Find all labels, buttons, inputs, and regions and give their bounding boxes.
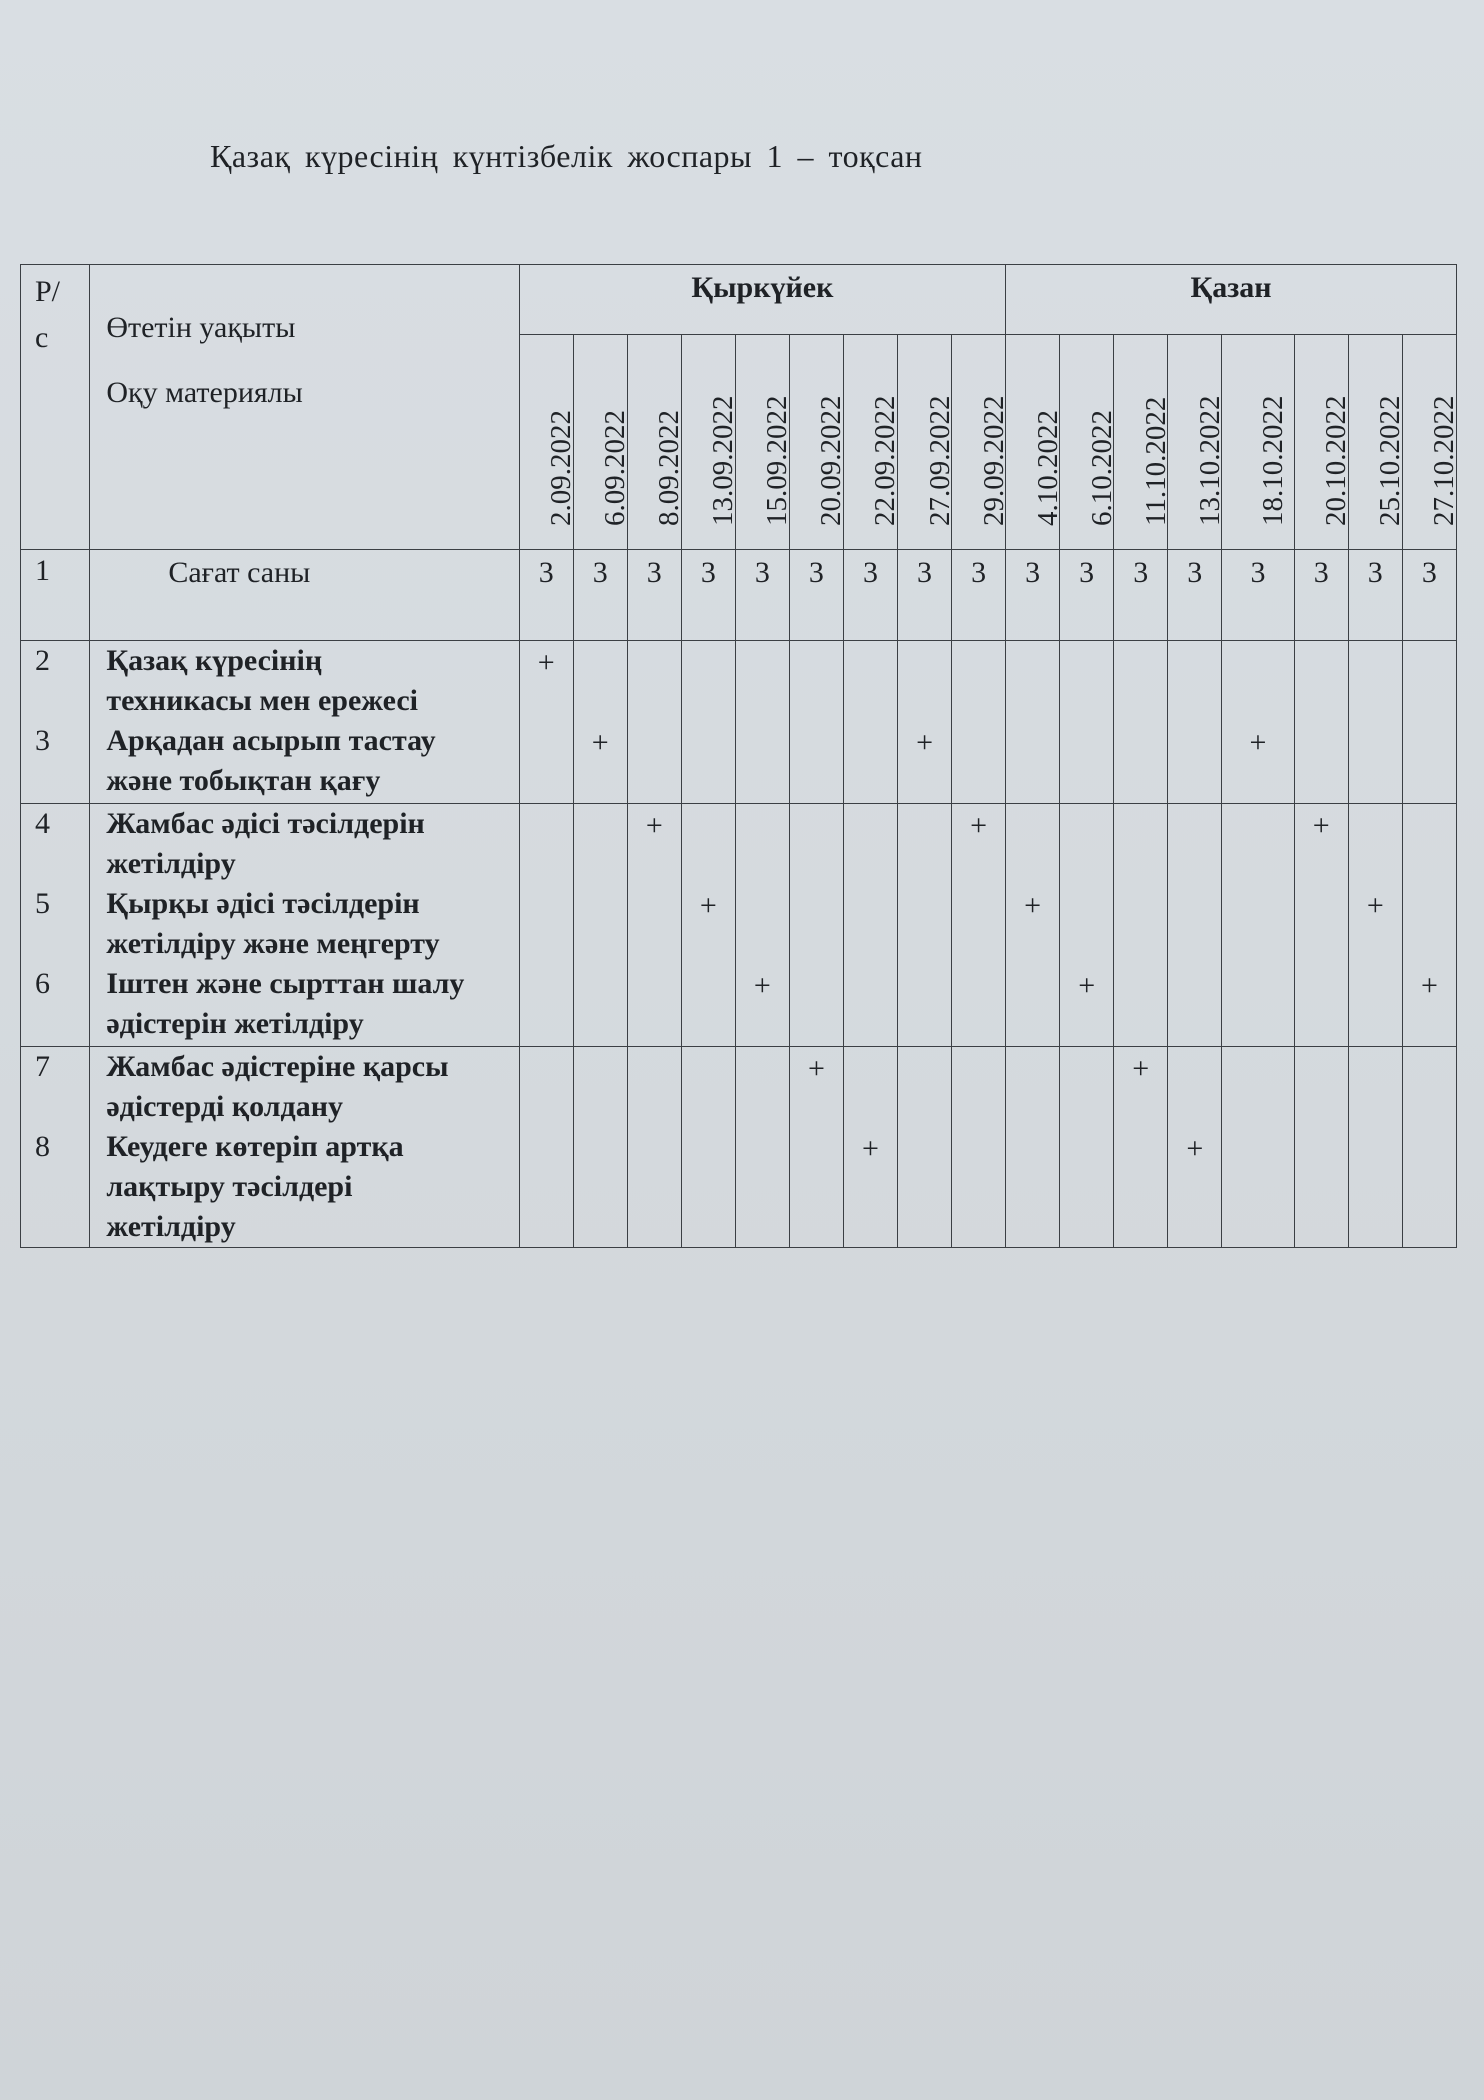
date-header-cell — [789, 335, 848, 550]
plan-cell — [1348, 641, 1402, 804]
plus-mark: + — [753, 969, 771, 1002]
plan-cell — [1114, 641, 1168, 804]
date-label: 6.10.2022 — [1085, 410, 1118, 526]
plan-cell — [1114, 1047, 1168, 1248]
plan-cell — [898, 641, 952, 804]
month-header-2 — [1006, 265, 1457, 335]
plus-mark: + — [1024, 889, 1042, 922]
plan-cell — [627, 641, 681, 804]
plan-cell — [573, 1047, 627, 1248]
plus-mark: + — [970, 809, 988, 842]
header-time-label: Өтетін уақыты — [106, 311, 296, 344]
topic-group-row — [21, 804, 1457, 1047]
date-header-cell — [1348, 335, 1407, 550]
date-label: 13.10.2022 — [1193, 395, 1226, 526]
plan-cell — [1060, 804, 1114, 1047]
hours-value: 3 — [789, 550, 843, 641]
row-number: 5 — [35, 887, 50, 920]
plan-cell — [1222, 804, 1294, 1047]
plan-cell — [1006, 1047, 1060, 1248]
hours-value: 3 — [1402, 550, 1456, 641]
date-header-cell — [681, 335, 740, 550]
plan-cell — [1348, 804, 1402, 1047]
plus-mark: + — [1186, 1132, 1204, 1165]
plan-cell — [1006, 804, 1060, 1047]
row-number: 6 — [35, 967, 50, 1000]
hours-value: 3 — [627, 550, 681, 641]
date-label: 20.09.2022 — [815, 395, 848, 526]
hours-value: 3 — [1294, 550, 1348, 641]
plan-cell — [1348, 1047, 1402, 1248]
date-header-cell — [735, 335, 794, 550]
date-label: 2.09.2022 — [545, 410, 578, 526]
topic-line: Іштен және сырттан шалу — [106, 967, 465, 1000]
hours-value: 3 — [952, 550, 1006, 641]
date-header-cell — [1222, 335, 1294, 550]
plan-cell — [1006, 641, 1060, 804]
plan-cell — [519, 804, 573, 1047]
document-title: Қазақ күресінің күнтізбелік жоспары 1 – тоқсан — [210, 138, 923, 174]
hours-value: 3 — [843, 550, 897, 641]
plus-mark: + — [862, 1132, 879, 1165]
hours-value: 3 — [681, 550, 735, 641]
row-number: 7 — [35, 1050, 50, 1083]
spacer — [35, 681, 89, 721]
header-material-label: Оқу материялы — [106, 376, 303, 409]
plan-cell — [789, 641, 843, 804]
topic-line: Арқадан асырып тастау — [106, 724, 436, 757]
plus-mark: + — [916, 726, 933, 759]
plus-mark: + — [1132, 1052, 1150, 1085]
topic-line: және тобықтан қағу — [106, 764, 381, 797]
plan-cell — [1294, 1047, 1348, 1248]
row-number: 1 — [21, 550, 90, 641]
plan-cell — [1168, 1047, 1222, 1248]
date-header-cell — [627, 335, 686, 550]
plan-cell — [1294, 641, 1348, 804]
date-header-cell — [573, 335, 632, 550]
plan-cell — [1060, 1047, 1114, 1248]
row-number-cell — [21, 641, 90, 804]
plan-cell — [519, 641, 573, 804]
spacer — [35, 761, 89, 801]
plan-cell — [952, 641, 1006, 804]
date-label: 6.09.2022 — [599, 410, 632, 526]
header-number-label-2: с — [35, 321, 49, 354]
row-number: 3 — [35, 724, 50, 757]
header-row-months — [21, 265, 1457, 335]
hours-value: 3 — [1222, 550, 1294, 641]
date-label: 22.09.2022 — [869, 395, 902, 526]
plan-cell — [898, 804, 952, 1047]
date-header-cell — [1060, 335, 1118, 550]
row-number: 4 — [35, 807, 50, 840]
topic-cell — [90, 641, 519, 804]
row-number: 8 — [35, 1130, 50, 1163]
plan-cell — [681, 641, 735, 804]
topic-line: Кеудеге көтеріп артқа — [106, 1130, 404, 1163]
plan-cell — [789, 1047, 843, 1248]
topic-line: әдістерді қолдану — [106, 1090, 344, 1123]
hours-value: 3 — [1006, 550, 1060, 641]
date-header-cell — [1168, 335, 1226, 550]
row-number-cell — [21, 804, 90, 1047]
plan-cell — [1402, 641, 1456, 804]
hours-value: 3 — [1060, 550, 1114, 641]
date-label: 29.09.2022 — [977, 395, 1010, 526]
plan-cell — [1222, 1047, 1294, 1248]
month-header-1 — [519, 265, 1005, 335]
spacer — [35, 1167, 89, 1207]
plus-mark: + — [1249, 726, 1267, 759]
month-name: Қыркүйек — [691, 270, 834, 304]
date-label: 25.10.2022 — [1374, 395, 1407, 526]
plus-mark: + — [699, 889, 717, 922]
header-number-label-1: Р/ — [35, 275, 61, 308]
plan-cell — [1294, 804, 1348, 1047]
topic-line: жетілдіру және меңгерту — [106, 927, 440, 960]
row-number: 2 — [35, 644, 50, 677]
header-number-cell — [21, 265, 90, 550]
plus-mark: + — [1420, 969, 1438, 1002]
hours-value: 3 — [573, 550, 627, 641]
topic-group-row — [21, 1047, 1457, 1248]
date-header-cell — [898, 335, 956, 550]
date-label: 8.09.2022 — [653, 410, 686, 526]
topic-line: Жамбас әдісі тәсілдерін — [106, 807, 425, 840]
plan-cell — [843, 804, 897, 1047]
plan-cell — [843, 1047, 897, 1248]
spacer — [35, 1087, 89, 1127]
hours-row — [21, 550, 1457, 641]
topic-group-row — [21, 641, 1457, 804]
plus-mark: + — [1312, 809, 1330, 842]
date-label: 27.09.2022 — [923, 395, 956, 526]
hours-value: 3 — [898, 550, 952, 641]
topic-line: жетілдіру — [106, 847, 236, 880]
date-label: 20.10.2022 — [1320, 395, 1353, 526]
date-label: 15.09.2022 — [761, 395, 794, 526]
date-label: 13.09.2022 — [707, 395, 740, 526]
topic-line: Жамбас әдістеріне қарсы — [106, 1050, 449, 1083]
date-header-cell — [952, 335, 1010, 550]
month-name: Қазан — [1190, 270, 1272, 304]
date-label: 18.10.2022 — [1257, 395, 1289, 526]
topic-cell — [90, 804, 519, 1047]
plan-cell — [789, 804, 843, 1047]
hours-value: 3 — [1168, 550, 1222, 641]
plan-cell — [952, 1047, 1006, 1248]
plan-cell — [573, 804, 627, 1047]
plan-cell — [681, 804, 735, 1047]
plan-cell — [1402, 1047, 1456, 1248]
plus-mark: + — [1366, 889, 1384, 922]
plan-cell — [1168, 641, 1222, 804]
header-material-cell — [90, 265, 519, 550]
date-header-cell — [843, 335, 902, 550]
hours-value: 3 — [1348, 550, 1402, 641]
spacer — [35, 1004, 89, 1044]
hours-value: 3 — [1114, 550, 1168, 641]
plan-cell — [952, 804, 1006, 1047]
plus-mark: + — [1078, 969, 1096, 1002]
date-header-cell — [519, 335, 578, 550]
plan-cell — [898, 1047, 952, 1248]
plus-mark: + — [591, 726, 609, 759]
plus-mark: + — [537, 646, 555, 679]
spacer — [35, 844, 89, 884]
plan-cell — [1402, 804, 1456, 1047]
date-header-cell — [1006, 335, 1064, 550]
date-header-cell — [1114, 335, 1172, 550]
calendar-plan-table — [20, 264, 1461, 1248]
date-label: 27.10.2022 — [1428, 395, 1461, 526]
plan-cell — [627, 1047, 681, 1248]
plan-cell — [1060, 641, 1114, 804]
plan-cell — [573, 641, 627, 804]
plus-mark: + — [645, 809, 663, 842]
plan-cell — [519, 1047, 573, 1248]
plan-cell — [627, 804, 681, 1047]
topic-line: Қырқы әдісі тәсілдерін — [106, 887, 420, 920]
plan-cell — [1168, 804, 1222, 1047]
topic-line: техникасы мен ережесі — [106, 684, 418, 717]
date-header-cell — [1402, 335, 1461, 550]
topic-line: жетілдіру — [106, 1210, 236, 1243]
plan-cell — [735, 641, 789, 804]
plan-cell — [843, 641, 897, 804]
row-number-cell — [21, 1047, 90, 1248]
date-label: 4.10.2022 — [1031, 410, 1064, 526]
topic-line: лақтыру тәсілдері — [106, 1170, 353, 1203]
plan-cell — [735, 1047, 789, 1248]
topic-cell — [90, 1047, 519, 1248]
hours-value: 3 — [519, 550, 573, 641]
plus-mark: + — [807, 1052, 825, 1085]
date-label: 11.10.2022 — [1139, 396, 1172, 526]
plan-cell — [1114, 804, 1168, 1047]
topic-line: әдістерін жетілдіру — [106, 1007, 364, 1040]
hours-label: Сағат саны — [90, 550, 519, 641]
hours-value: 3 — [735, 550, 789, 641]
spacer — [35, 924, 89, 964]
plan-cell — [735, 804, 789, 1047]
plan-cell — [1222, 641, 1294, 804]
topic-line: Қазақ күресінің — [106, 644, 323, 677]
date-header-cell — [1294, 335, 1353, 550]
plan-cell — [681, 1047, 735, 1248]
